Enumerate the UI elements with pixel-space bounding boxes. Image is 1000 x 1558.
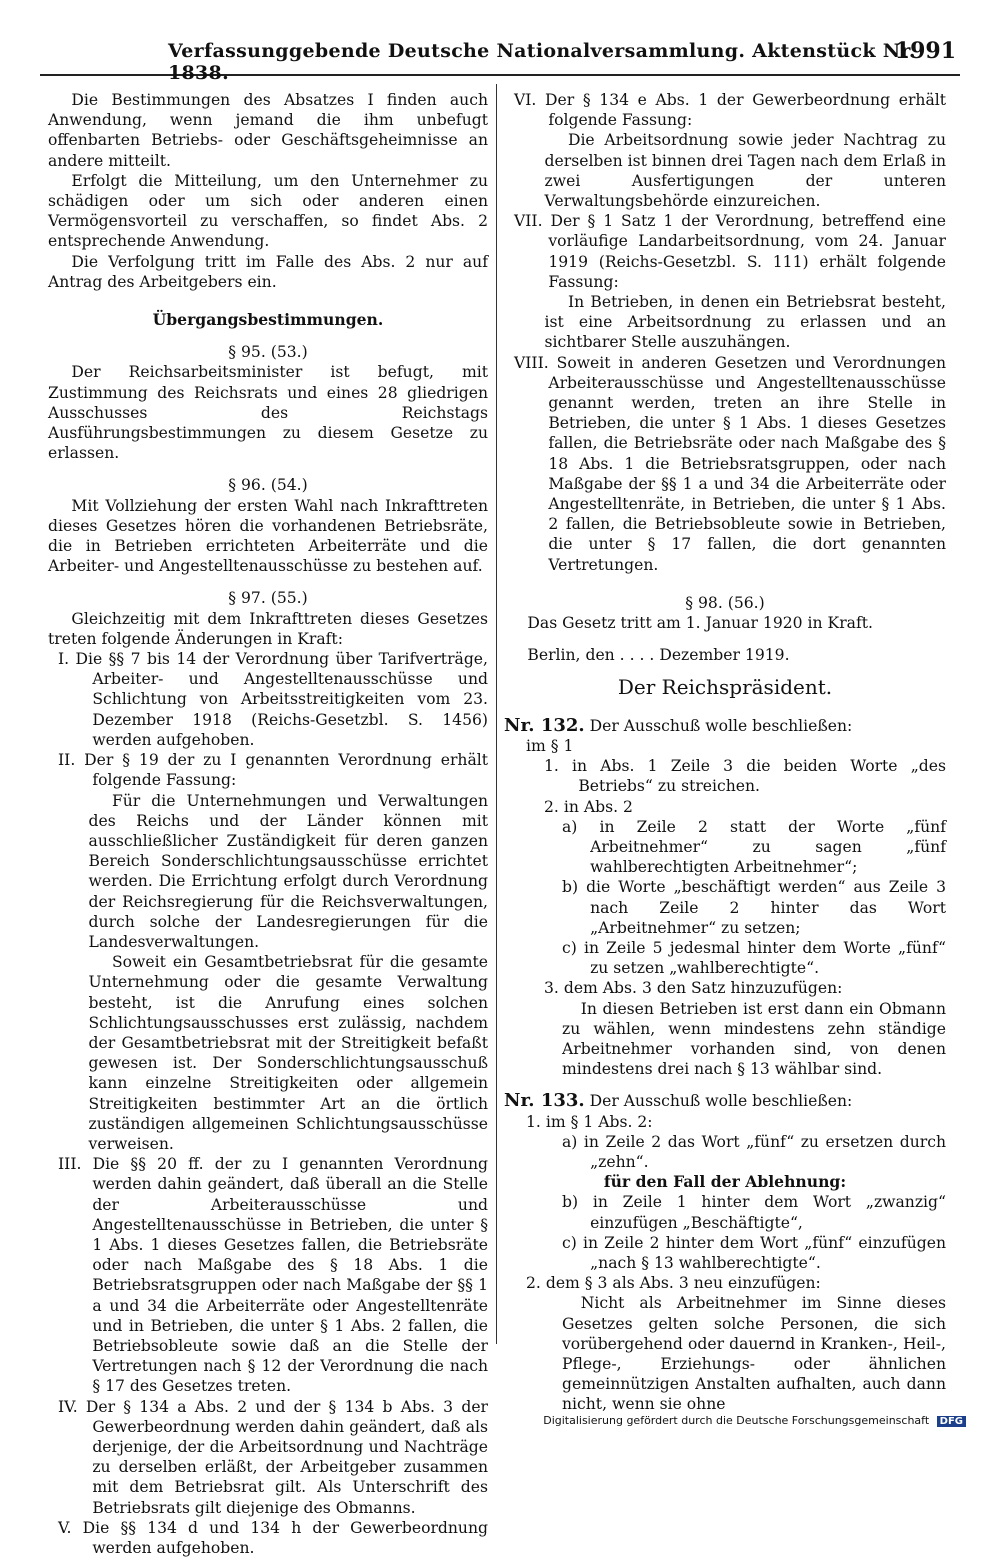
quoted-text: In Betrieben, in denen ein Betriebsrat besteht, ist eine Arbeitsordnung zu erlassen und an sichtbarer Stelle auszuhängen. [544,293,946,352]
list-item: V. Die §§ 134 d und 134 h der Gewerbeordnung werden aufgehoben. [58,1518,488,1558]
section-number: § 97. (55.) [228,589,308,608]
left-column [48,90,488,1558]
list-item: 2. dem § 3 als Abs. 3 neu einzufügen: [526,1274,821,1293]
page-number: 1991 [894,38,956,64]
right-column [504,90,946,1415]
section-number: § 98. (56.) [685,593,765,612]
list-item: IV. Der § 134 a Abs. 2 und der § 134 b Abs. 3 der Gewerbeordnung werden dahin geändert, daß als derjenige, der die Arbeitsordnung und Nachträge zu derselben erläßt, der Arbeitgeber zusammen mit dem Betriebsrat gilt. Als Unterschrift des Betriebsrats gilt diejenige des Obmanns. [58,1397,488,1517]
paragraph: Gleichzeitig mit dem Inkrafttreten dieses Gesetzes treten folgende Änderungen in Kraft: [48,609,488,648]
quoted-text: In diesen Betrieben ist erst dann ein Obmann zu wählen, wenn mindestens zehn ständige Arbeitnehmer vorhanden sind, von denen mindestens drei nach § 13 wählbar sind. [562,999,946,1079]
list-item: b) die Worte „beschäftigt werden“ aus Zeile 3 nach Zeile 2 hinter das Wort „Arbeitnehmer“ zu setzen; [562,878,946,937]
motion-heading [504,1091,946,1111]
motion-heading [504,716,946,736]
digitization-credit [543,1414,966,1427]
motion-number: Nr. 133. [504,1090,585,1112]
page-header [40,34,960,84]
list-item: 2. in Abs. 2 [544,797,633,816]
list-item: 3. dem Abs. 3 den Satz hinzuzufügen: [544,979,843,998]
list-item: 1. im § 1 Abs. 2: [526,1112,653,1131]
paragraph: Das Gesetz tritt am 1. Januar 1920 in Kraft. [527,614,873,633]
paragraph: Erfolgt die Mitteilung, um den Unternehmer zu schädigen oder um sich oder anderen einen Vermögensvorteil zu verschaffen, so findet Abs. 2 entsprechende Anwendung. [48,171,488,251]
signature-line: Der Reichspräsident. [617,675,833,700]
paragraph: Die Verfolgung tritt im Falle des Abs. 2 nur auf Antrag des Arbeitgebers ein. [48,252,488,291]
quoted-text: Soweit ein Gesamtbetriebsrat für die gesamte Unternehmung oder die gesamte Verwaltung besteht, ist die Anrufung eines solchen Schlichtungsausschusses erst zulässig, nachdem der Gesamtbetriebsrat mit der Streitigkeit befaßt gewesen ist. Der Sonderschlichtungsausschuß kann einzelne Streitigkeiten oder allgemein Streitigkeiten bestimmter Art an die örtlich zuständigen allgemeinen Schlichtungsausschüsse verweisen. [88,953,488,1153]
motion-intro: Der Ausschuß wolle beschließen: [589,716,853,735]
dfg-logo: DFG [937,1416,966,1427]
section-heading: Übergangsbestimmungen. [152,310,384,330]
list-item: II. Der § 19 der zu I genannten Verordnung erhält folgende Fassung: [58,751,488,790]
list-item: c) in Zeile 5 jedesmal hinter dem Worte „fünf“ zu setzen „wahlberechtigte“. [562,938,946,978]
list-item: III. Die §§ 20 ff. der zu I genannten Verordnung werden dahin geändert, daß überall an die Stelle der Arbeiterausschüsse und Angestelltenausschüsse in Betrieben, die unter § 1 Abs. 1 dieses Gesetzes fallen, die Betriebsräte oder nach Maßgabe des § 18 Abs. 1 die Betriebsratsgruppen oder nach Maßgabe der §§ 1 a und 34 die Arbeiterräte oder Angestelltenräte und in Betrieben, die unter § 1 Abs. 2 fallen, die Betriebsobleute sowie daß an die Stelle der Vertretungen nach § 12 der Verordnung die nach § 17 des Gesetzes treten. [58,1155,488,1396]
quoted-text: Nicht als Arbeitnehmer im Sinne dieses Gesetzes gelten solche Personen, die sich vorübergehend oder dauernd in Kranken-, Heil-, Pflege-, Erziehungs- oder ähnlichen gemeinnützigen Anstalten aufhalten, auch dann nicht, wenn sie ohne [562,1294,946,1414]
list-item: im § 1 [526,736,574,755]
motion-intro: Der Ausschuß wolle beschließen: [589,1092,853,1111]
paragraph: Der Reichsarbeitsminister ist befugt, mit Zustimmung des Reichsrats und eines 28 gliedrigen Ausschusses des Reichstags Ausführungsbestimmungen zu diesem Gesetze zu erlassen. [48,363,488,463]
paragraph: Die Bestimmungen des Absatzes I finden auch Anwendung, wenn jemand die ihm unbefugt offenbarten Betriebs- oder Geschäftsgeheimnisse an andere mitteilt. [48,91,488,170]
credit-text: Digitalisierung gefördert durch die Deutsche Forschungsgemeinschaft [543,1414,930,1427]
list-item: VI. Der § 134 e Abs. 1 der Gewerbeordnung erhält folgende Fassung: [514,91,946,130]
paragraph: Mit Vollziehung der ersten Wahl nach Inkrafttreten dieses Gesetzes hören die vorhandenen Betriebsräte, die in Betrieben errichteten Arbeiterräte und die Arbeiter- und Angestelltenausschüsse zu bestehen auf. [48,496,488,576]
list-item: VII. Der § 1 Satz 1 der Verordnung, betreffend eine vorläufige Landarbeitsordnung, vom 24. Januar 1919 (Reichs-Gesetzbl. S. 111) erhält folgende Fassung: [514,212,946,291]
quoted-text: Für die Unternehmungen und Verwaltungen des Reichs und der Länder können mit ausschließlicher Zuständigkeit für deren ganzen Bereich Sonderschlichtungsausschüsse errichtet werden. Die Errichtung erfolgt durch Verordnung der Reichsregierung für die Reichsverwaltungen, durch solche der Landesregierungen für die Landesverwaltungen. [88,791,488,951]
column-divider [496,84,497,1344]
motion-number: Nr. 132. [504,714,585,736]
list-item: b) in Zeile 1 hinter dem Wort „zwanzig“ einzufügen „Beschäftigte“, [562,1193,946,1232]
list-item: c) in Zeile 2 hinter dem Wort „fünf“ einzufügen „nach § 13 wahlberechtigte“. [562,1233,946,1272]
running-title: Verfassunggebende Deutsche Nationalversammlung. Aktenstück Nr. 1838. [168,40,916,84]
dateline: Berlin, den . . . . Dezember 1919. [527,646,790,665]
subheading: für den Fall der Ablehnung: [603,1172,847,1192]
list-item: 1. in Abs. 1 Zeile 3 die beiden Worte „des Betriebs“ zu streichen. [544,757,946,796]
quoted-text: Die Arbeitsordnung sowie jeder Nachtrag zu derselben ist binnen drei Tagen nach dem Erlaß in zwei Ausfertigungen der unteren Verwaltungsbehörde einzureichen. [544,131,946,211]
section-number: § 95. (53.) [228,343,308,362]
list-item: VIII. Soweit in anderen Gesetzen und Verordnungen Arbeiterausschüsse und Angestelltenausschüsse genannt werden, treten an ihre Stelle in Betrieben, die unter § 1 Abs. 1 dieses Gesetzes fallen, die Betriebsräte oder nach Maßgabe des § 18 Abs. 1 die Betriebsratsgruppen, oder nach Maßgabe der §§ 1 a und 34 die Arbeiterräte oder Angestelltenräte, in Betrieben, die unter § 1 Abs. 2 fallen, die Betriebsobleute sowie in Betrieben, die unter § 17 fallen, die dort genannten Vertretungen. [514,353,946,574]
list-item: a) in Zeile 2 das Wort „fünf“ zu ersetzen durch „zehn“. [562,1132,946,1171]
section-number: § 96. (54.) [228,476,308,495]
list-item: I. Die §§ 7 bis 14 der Verordnung über Tarifverträge, Arbeiter- und Angestelltenausschüsse und Schlichtung von Arbeitsstreitigkeiten vom 23. Dezember 1918 (Reichs-Gesetzbl. S. 1456) werden aufgehoben. [58,650,488,749]
list-item: a) in Zeile 2 statt der Worte „fünf Arbeitnehmer“ zu sagen „fünf wahlberechtigten Arbeitnehmer“; [562,817,946,877]
